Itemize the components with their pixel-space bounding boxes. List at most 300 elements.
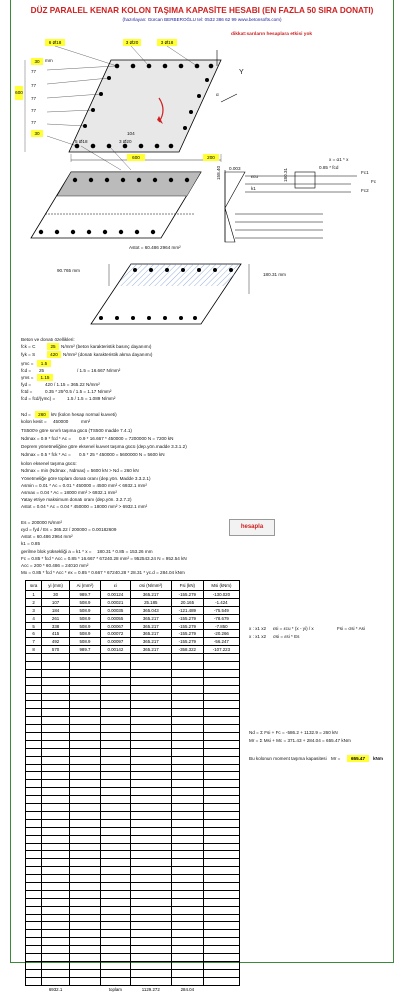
k1-line: k1 = 0.85: [21, 541, 41, 546]
table-row: [26, 662, 240, 670]
table-cell: [171, 717, 203, 725]
table-cell: [203, 662, 239, 670]
table-cell: [101, 654, 131, 662]
table-cell: [101, 709, 131, 717]
spacing-6: 77: [31, 120, 37, 125]
table-cell: [171, 780, 203, 788]
section-height[interactable]: 600: [15, 86, 23, 100]
table-cell: 107: [42, 598, 70, 606]
table-cell: 0.00142: [101, 646, 131, 654]
table-row: [26, 922, 240, 930]
table-cell: [42, 938, 70, 946]
table-cell: [130, 717, 171, 725]
table-cell: [26, 930, 42, 938]
k-label: k1: [251, 186, 256, 191]
table-cell: [130, 701, 171, 709]
table-cell: [171, 930, 203, 938]
fyk-input[interactable]: 420: [47, 351, 61, 358]
table-cell: [171, 693, 203, 701]
equilibrium-n: Nd = Σ Fsi + Fc = -586.2 + 1132.9 = 260 kN: [249, 730, 338, 735]
table-cell: [130, 685, 171, 693]
table-cell: [101, 811, 131, 819]
table-cell: -155.279: [171, 614, 203, 622]
bar-label-top-mid[interactable]: 3 Ø20: [123, 39, 141, 46]
ndmax-label: Ndmax = 0.9 * fcd * Ac =: [21, 436, 72, 441]
table-cell: [130, 859, 171, 867]
fcd-label: fcd =: [21, 368, 32, 373]
force-fc1: Fc1: [361, 170, 369, 175]
table-cell: [101, 677, 131, 685]
table-cell: [203, 938, 239, 946]
table-row: [26, 835, 240, 843]
table-cell: [42, 780, 70, 788]
table-cell: [69, 788, 100, 796]
section-offset[interactable]: 200: [203, 154, 219, 161]
stress-block-label: 0.85 * fcd: [319, 165, 339, 170]
table-cell: [171, 669, 203, 677]
gmc-input[interactable]: 1.5: [37, 360, 51, 367]
table-cell: [203, 882, 239, 890]
table-cell: [203, 709, 239, 717]
table-cell: [101, 946, 131, 954]
table-cell: [130, 811, 171, 819]
table-cell: [42, 677, 70, 685]
table-row: [26, 717, 240, 725]
table-row: [26, 748, 240, 756]
table-cell: [171, 662, 203, 670]
spacing-5: 77: [31, 108, 37, 113]
table-cell: [26, 662, 42, 670]
table-cell: [203, 788, 239, 796]
table-cell: [130, 780, 171, 788]
table-cell: [42, 796, 70, 804]
table-cell: [130, 709, 171, 717]
table-cell: [130, 961, 171, 969]
table-row: [26, 788, 240, 796]
table-cell: [42, 725, 70, 733]
table-cell: [26, 733, 42, 741]
table-cell: 492: [42, 638, 70, 646]
table-cell: [69, 969, 100, 977]
table-cell: [69, 946, 100, 954]
table-cell: [42, 867, 70, 875]
table-cell: [26, 819, 42, 827]
table-cell: [203, 693, 239, 701]
table-cell: [26, 890, 42, 898]
table-cell: [130, 740, 171, 748]
table-cell: 0.00072: [101, 630, 131, 638]
table-cell: [203, 733, 239, 741]
table-cell: [171, 851, 203, 859]
table-cell: [203, 859, 239, 867]
depth-2: 180.31: [283, 167, 288, 182]
fc-line: Fc = 0.85 * fcd * Acc = 0.85 * 16.667 * 67240.28 mm² = 952543.24 N = 952.54 kN: [21, 556, 187, 561]
table-cell: 0.00021: [101, 598, 131, 606]
fck-input[interactable]: 25: [47, 343, 59, 350]
table-cell: [26, 906, 42, 914]
table-cell: [26, 851, 42, 859]
table-cell: [171, 969, 203, 977]
table-cell: -1.424: [203, 598, 239, 606]
table-cell: [42, 748, 70, 756]
bar-label-top-right[interactable]: 3 Ø18: [157, 39, 177, 46]
table-cell: [42, 906, 70, 914]
table-cell: [42, 827, 70, 835]
table-cell: [26, 725, 42, 733]
table-row: [26, 654, 240, 662]
table-cell: [101, 804, 131, 812]
fctd-label: fctd =: [21, 389, 33, 394]
calculate-button[interactable]: hesapla: [229, 519, 275, 536]
table-cell: [42, 693, 70, 701]
ast-calc: Astot = 0.04 * Ac = 0.04 * 450000 = 18000 mm² > 6932.1 mm²: [21, 504, 148, 509]
table-row: [26, 969, 240, 977]
nd-input[interactable]: 260: [35, 411, 49, 418]
spacing-1[interactable]: 30: [31, 58, 43, 65]
table-cell: [101, 922, 131, 930]
table-row: [26, 764, 240, 772]
table-cell: 7: [26, 638, 42, 646]
table-cell: [203, 922, 239, 930]
table-cell: [26, 977, 42, 985]
table-cell: [69, 662, 100, 670]
table-cell: [130, 819, 171, 827]
table-cell: [101, 725, 131, 733]
ac-label: kolon kesit =: [21, 419, 47, 424]
table-cell: [101, 835, 131, 843]
table-cell: [42, 859, 70, 867]
table-cell: [130, 890, 171, 898]
table-cell: [26, 914, 42, 922]
table-row: [26, 693, 240, 701]
table-cell: [171, 701, 203, 709]
table-cell: [42, 875, 70, 883]
table-row: [26, 851, 240, 859]
table-row: [26, 591, 240, 599]
results-table: [25, 580, 240, 994]
table-cell: [203, 898, 239, 906]
table-cell: [69, 835, 100, 843]
table-cell: [26, 938, 42, 946]
rho-title: Yönetmeliğe göre toplam donatı oranı (dep.yön. Madde 3.3.2.1): [21, 476, 151, 481]
table-cell: [130, 772, 171, 780]
table-cell: [26, 867, 42, 875]
table-cell: [42, 961, 70, 969]
table-cell: [171, 685, 203, 693]
col-header: Msi (kNm): [203, 581, 239, 591]
table-cell: [101, 930, 131, 938]
table-row: [26, 598, 240, 606]
table-cell: [130, 977, 171, 985]
table-cell: [130, 733, 171, 741]
col-header: sıra: [26, 581, 42, 591]
table-cell: [69, 764, 100, 772]
table-cell: [42, 969, 70, 977]
stress-diagram: [11, 162, 393, 252]
table-cell: [69, 819, 100, 827]
table-cell: [26, 693, 42, 701]
table-cell: [101, 977, 131, 985]
table-cell: [101, 685, 131, 693]
table-cell: [203, 796, 239, 804]
table-cell: [171, 709, 203, 717]
table-cell: [42, 685, 70, 693]
table-cell: [42, 764, 70, 772]
side-note-3: Fsi = σsi * Asi: [337, 626, 365, 631]
table-row: [26, 606, 240, 614]
table-row: [26, 725, 240, 733]
check-title: kolon eksenel taşıma gücü:: [21, 461, 77, 466]
bar-label-bottom-left: 5 Ø18: [75, 139, 88, 144]
table-cell: [203, 811, 239, 819]
result-unit: kNm: [373, 756, 383, 761]
table-cell: [26, 898, 42, 906]
fyk-unit: N/mm² (donatı karakteristik akma dayanımı): [63, 352, 153, 357]
table-cell: [101, 717, 131, 725]
table-cell: [171, 938, 203, 946]
table-cell: [42, 851, 70, 859]
table-row: [26, 819, 240, 827]
table-cell: 365.217: [130, 622, 171, 630]
table-cell: [101, 788, 131, 796]
table-cell: [42, 772, 70, 780]
table-cell: [130, 764, 171, 772]
table-cell: [171, 867, 203, 875]
table-cell: [203, 804, 239, 812]
fcd2-label: fcd = fcd/(γmc) =: [21, 396, 56, 401]
equilibrium-m: Mr = Σ Msi + Mc = 371.43 + 284.04 = 655.47 kNm: [249, 738, 351, 743]
col-header: Fsi (kN): [171, 581, 203, 591]
table-row: [26, 740, 240, 748]
table-cell: [130, 796, 171, 804]
table-row: [26, 804, 240, 812]
table-cell: 365.043: [130, 606, 171, 614]
table-body: [26, 591, 240, 986]
table-cell: [42, 709, 70, 717]
table-cell: [130, 677, 171, 685]
fcd2-calc: 1.5 / 1.5 = 1.089 N/mm²: [67, 396, 116, 401]
es-line: Es = 200000 N/mm²: [21, 520, 62, 525]
table-cell: [26, 835, 42, 843]
table-cell: [203, 906, 239, 914]
spacing-7[interactable]: 30: [31, 130, 43, 137]
section-width[interactable]: 600: [127, 154, 145, 161]
fck-unit: N/mm² (beton karakteristik basınç dayanımı): [61, 344, 152, 349]
side-note-5: σsi = εsi * Es: [273, 634, 300, 639]
col-header: yi (mm): [42, 581, 70, 591]
table-cell: [101, 819, 131, 827]
table-cell: [101, 875, 131, 883]
table-cell: [26, 843, 42, 851]
table-row: [26, 898, 240, 906]
depth-formula: x = α1 * x: [329, 157, 349, 162]
table-cell: [42, 946, 70, 954]
table-cell: [130, 851, 171, 859]
table-cell: 0.00067: [101, 622, 131, 630]
table-cell: -155.279: [171, 630, 203, 638]
table-row: [26, 630, 240, 638]
table-cell: [203, 654, 239, 662]
result-label: Bu kolonun moment taşıma kapasitesi: [249, 756, 327, 761]
table-row: [26, 796, 240, 804]
table-cell: [203, 946, 239, 954]
table-cell: 508.9: [69, 638, 100, 646]
table-row: [26, 882, 240, 890]
table-cell: [101, 780, 131, 788]
table-row: [26, 953, 240, 961]
table-cell: [69, 875, 100, 883]
table-cell: [203, 677, 239, 685]
table-cell: [101, 906, 131, 914]
table-cell: -75.549: [203, 606, 239, 614]
bar-label-top-left[interactable]: 6 Ø18: [45, 39, 65, 46]
table-cell: 0.00097: [101, 638, 131, 646]
fcd-value: 25: [39, 368, 45, 373]
table-cell: [26, 685, 42, 693]
side-note-1: x : x1 x2: [249, 626, 267, 631]
depth-1: 158.40: [216, 165, 221, 180]
table-cell: [130, 693, 171, 701]
table-row: [26, 977, 240, 985]
table-cell: -20.266: [203, 630, 239, 638]
table-cell: [101, 859, 131, 867]
table-cell: [26, 953, 42, 961]
table-row: [26, 938, 240, 946]
table-cell: -56.247: [203, 638, 239, 646]
table-cell: [42, 756, 70, 764]
table-cell: [130, 906, 171, 914]
table-row: [26, 756, 240, 764]
table-cell: 508.9: [69, 622, 100, 630]
total-force: 1129.272: [141, 987, 160, 993]
spacing-4: 77: [31, 96, 37, 101]
table-row: [26, 827, 240, 835]
table-row: [26, 772, 240, 780]
fctd-calc: 0.35 * 25^0.5 / 1.5 = 1.17 N/mm²: [45, 389, 112, 394]
table-cell: [171, 804, 203, 812]
table-cell: [42, 811, 70, 819]
table-cell: [203, 930, 239, 938]
table-cell: [171, 827, 203, 835]
table-cell: [26, 969, 42, 977]
total-area: 6932.1: [48, 987, 63, 993]
asmin-calc: Asmin = 0.01 * Ac = 0.01 * 450000 = 4500 mm² < 6932.1 mm²: [21, 483, 147, 488]
table-cell: [26, 811, 42, 819]
fcd-calc: / 1.5 = 16.667 N/mm²: [77, 368, 121, 373]
table-cell: [130, 843, 171, 851]
table-cell: 1: [26, 591, 42, 599]
table-cell: [101, 764, 131, 772]
table-cell: [26, 709, 42, 717]
table-cell: [203, 977, 239, 985]
table-cell: [101, 796, 131, 804]
table-cell: [26, 859, 42, 867]
table-cell: [69, 669, 100, 677]
table-cell: [69, 733, 100, 741]
table-cell: [130, 662, 171, 670]
table-cell: [69, 827, 100, 835]
table-cell: [101, 827, 131, 835]
table-cell: [130, 953, 171, 961]
table-cell: [101, 898, 131, 906]
table-cell: [26, 827, 42, 835]
astot-line: Astot = 60.486 2964 mm²: [21, 534, 73, 539]
strain-top: 0.003: [229, 166, 241, 171]
table-row: [26, 709, 240, 717]
table-cell: [69, 693, 100, 701]
table-cell: [171, 677, 203, 685]
table-cell: [203, 953, 239, 961]
table-cell: [171, 772, 203, 780]
table-cell: [130, 669, 171, 677]
force-fc: Fc: [371, 179, 377, 184]
table-cell: [171, 843, 203, 851]
gms-input[interactable]: 1.15: [37, 374, 53, 381]
table-cell: [171, 740, 203, 748]
table-cell: 365.217: [130, 614, 171, 622]
table-cell: 365.217: [130, 591, 171, 599]
table-cell: -155.279: [171, 591, 203, 599]
table-cell: [26, 748, 42, 756]
table-cell: [42, 977, 70, 985]
table-cell: [171, 946, 203, 954]
table-cell: [26, 677, 42, 685]
table-cell: [101, 953, 131, 961]
table-cell: [203, 701, 239, 709]
table-cell: [69, 804, 100, 812]
table-cell: [130, 922, 171, 930]
table-cell: [101, 772, 131, 780]
table-cell: [101, 867, 131, 875]
table-cell: [203, 961, 239, 969]
table-cell: -155.279: [171, 622, 203, 630]
table-row: [26, 646, 240, 654]
total-label: toplam: [108, 987, 122, 993]
table-cell: [171, 811, 203, 819]
table-cell: [101, 748, 131, 756]
table-cell: [171, 898, 203, 906]
table-cell: [203, 851, 239, 859]
table-cell: [203, 867, 239, 875]
col-header: σsi (N/mm²): [130, 581, 171, 591]
table-cell: [69, 796, 100, 804]
gmc-label: γmc =: [21, 361, 34, 366]
table-cell: [101, 669, 131, 677]
table-cell: [69, 851, 100, 859]
table-row: [26, 946, 240, 954]
table-cell: [203, 725, 239, 733]
table-cell: -7.850: [203, 622, 239, 630]
table-cell: [171, 796, 203, 804]
table-cell: [26, 882, 42, 890]
table-cell: [171, 890, 203, 898]
table-cell: [171, 953, 203, 961]
table-cell: [171, 922, 203, 930]
table-cell: [42, 953, 70, 961]
table-cell: [171, 733, 203, 741]
table-cell: [69, 717, 100, 725]
table-cell: [130, 930, 171, 938]
table-row: [26, 875, 240, 883]
table-cell: [171, 961, 203, 969]
table-cell: [42, 819, 70, 827]
table-cell: -121.489: [171, 606, 203, 614]
table-cell: [26, 772, 42, 780]
result-mr-label: Mr =: [331, 756, 341, 761]
table-cell: [203, 756, 239, 764]
table-cell: 365.217: [130, 646, 171, 654]
fyd-calc: 420 / 1.15 = 365.22 N/mm²: [45, 382, 100, 387]
